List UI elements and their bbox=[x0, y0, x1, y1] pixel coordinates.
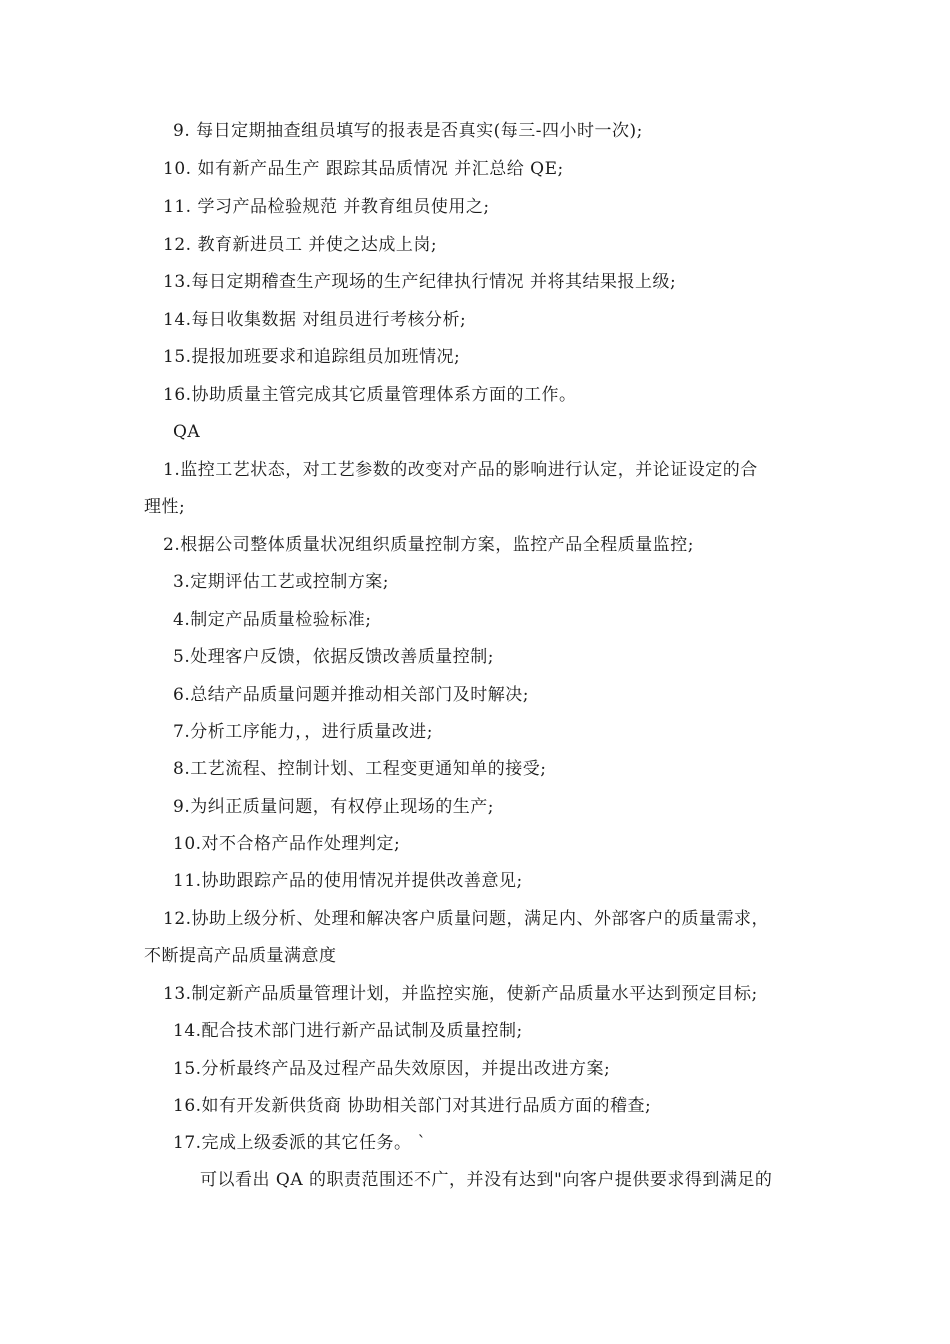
qa-item-4: 4.制定产品质量检验标准; bbox=[173, 610, 372, 630]
qa-item-14: 14.配合技术部门进行新产品试制及质量控制; bbox=[173, 1021, 523, 1041]
qa-item-12: 12.协助上级分析、处理和解决客户质量问题，满足内、外部客户的质量需求， bbox=[163, 909, 770, 929]
qa-item-6: 6.总结产品质量问题并推动相关部门及时解决; bbox=[173, 685, 529, 705]
qa-item-13: 13.制定新产品质量管理计划，并监控实施，使新产品质量水平达到预定目标; bbox=[163, 984, 758, 1004]
qc-item-15: 15.提报加班要求和追踪组员加班情况; bbox=[163, 347, 461, 367]
qa-item-17: 17.完成上级委派的其它任务。 ` bbox=[173, 1133, 427, 1153]
qa-item-1: 1.监控工艺状态，对工艺参数的改变对产品的影响进行认定，并论证设定的合 bbox=[163, 460, 758, 480]
qa-item-12-continuation: 不断提高产品质量满意度 bbox=[144, 946, 337, 966]
qc-item-9: 9. 每日定期抽查组员填写的报表是否真实(每三-四小时一次); bbox=[173, 121, 643, 141]
qa-item-5: 5.处理客户反馈，依据反馈改善质量控制; bbox=[173, 647, 494, 667]
qa-item-7: 7.分析工序能力，，进行质量改进; bbox=[173, 722, 433, 742]
qc-item-12: 12. 教育新进员工 并使之达成上岗; bbox=[163, 235, 438, 255]
qa-item-9: 9.为纠正质量问题，有权停止现场的生产; bbox=[173, 797, 494, 817]
qc-item-10: 10. 如有新产品生产 跟踪其品质情况 并汇总给 QE; bbox=[163, 159, 564, 179]
qa-item-15: 15.分析最终产品及过程产品失效原因，并提出改进方案; bbox=[173, 1059, 611, 1079]
qc-item-11: 11. 学习产品检验规范 并教育组员使用之; bbox=[163, 197, 490, 217]
qc-item-14: 14.每日收集数据 对组员进行考核分析; bbox=[163, 310, 467, 330]
qa-heading: QA bbox=[173, 422, 201, 442]
qa-item-2: 2.根据公司整体质量状况组织质量控制方案，监控产品全程质量监控; bbox=[163, 535, 694, 555]
qc-item-13: 13.每日定期稽查生产现场的生产纪律执行情况 并将其结果报上级; bbox=[163, 272, 677, 292]
qa-item-10: 10.对不合格产品作处理判定; bbox=[173, 834, 401, 854]
qa-item-8: 8.工艺流程、控制计划、工程变更通知单的接受; bbox=[173, 759, 547, 779]
qa-item-3: 3.定期评估工艺或控制方案; bbox=[173, 572, 389, 592]
qa-item-16: 16.如有开发新供货商 协助相关部门对其进行品质方面的稽查; bbox=[173, 1096, 652, 1116]
qa-item-11: 11.协助跟踪产品的使用情况并提供改善意见; bbox=[173, 871, 523, 891]
qc-item-16: 16.协助质量主管完成其它质量管理体系方面的工作。 bbox=[163, 385, 577, 405]
closing-paragraph: 可以看出 QA 的职责范围还不广，并没有达到"向客户提供要求得到满足的 bbox=[200, 1170, 773, 1190]
qa-item-1-continuation: 理性; bbox=[144, 497, 186, 517]
